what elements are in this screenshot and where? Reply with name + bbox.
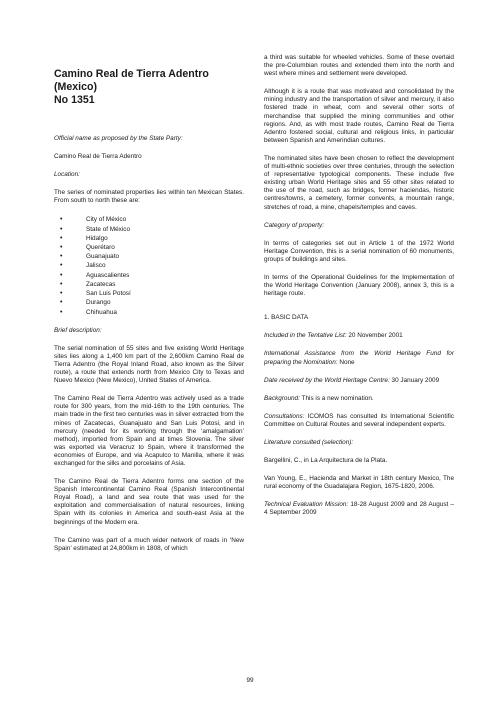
mission-row: [264, 501, 454, 517]
background-label: Background:: [264, 394, 300, 402]
list-item: • City of México: [54, 215, 244, 224]
title-line-1: Camino Real de Tierra Adentro: [54, 68, 209, 80]
list-item: • State of México: [54, 225, 244, 234]
list-item: • Zacatecas: [54, 280, 244, 289]
list-item: • Guanajuato: [54, 252, 244, 261]
official-name: Camino Real de Tierra Adentro: [54, 153, 142, 161]
date-received-row: [264, 377, 454, 385]
title-line-2: (Mexico): [54, 81, 97, 93]
page-number: 99: [246, 677, 254, 684]
category-label: Category of property:: [264, 221, 325, 229]
list-item: • San Luis Potosí: [54, 289, 244, 298]
right-paragraph-2: Although it is a route that was motivated and consolidated by the mining industry and the transportation of silver and mercury, it also fostered trade in wheat, corn and several other sorts of merchandise that supplied the mining communities and other regions. And, as with most trade routes, Camino Real de Tierra Adentro fostered social, cultural and religious links, in particular between Spanish and Amerindian cultures.: [264, 88, 454, 144]
assistance-label: International Assistance from the World Heritage Fund for preparing the Nomination:: [264, 350, 454, 366]
tentative-list-value: 20 November 2001: [348, 332, 403, 340]
tentative-list-label: Included in the Tentative List:: [264, 332, 347, 340]
list-item: • Querétaro: [54, 243, 244, 252]
assistance-value: None: [339, 358, 355, 366]
page-title: [54, 68, 244, 107]
date-received-value: 30 January 2009: [391, 376, 440, 384]
section-heading-basic-data: 1. BASIC DATA: [264, 314, 309, 322]
date-received-label: Date received by the World Heritage Centre:: [264, 376, 390, 384]
list-item: • Durango: [54, 298, 244, 307]
brief-paragraph-1: The serial nomination of 55 sites and five existing World Heritage sites lies along a 1,400 km part of the 2,600km Camino Real de Tierra Adentro (the Royal Inland Road, also known as the Silver route), a route that extends north from Mexico City to Texas and Nuevo Mexico (New Mexico), United States of America.: [54, 344, 244, 385]
literature-item-1: Bargellini, C., in La Arquitectura de la Plata.: [264, 457, 388, 465]
states-list: [54, 215, 244, 316]
assistance-row: [264, 350, 454, 366]
list-item: • Aguascalientes: [54, 271, 244, 280]
official-name-label: Official name as proposed by the State Party:: [54, 135, 183, 142]
right-column: [264, 54, 454, 528]
location-label: Location:: [54, 171, 80, 179]
brief-paragraph-4: The Camino was part of a much wider network of roads in ‘New Spain’ estimated at 24,800km in 1808, of which: [54, 536, 244, 552]
category-paragraph-2: In terms of the Operational Guidelines for the Implementation of the World Heritage Convention (January 2008), annex 3, this is a heritage route.: [264, 273, 454, 298]
brief-paragraph-3: The Camino Real de Tierra Adentro forms one section of the Spanish Intercontinental Camino Real (Spanish Intercontinental Royal Road), a land and sea route that was used for the exploitation and commercialisation of natural resources, linking Spain with its colonies in America and south-east Asia at the beginnings of the Modern era.: [54, 478, 244, 526]
brief-paragraph-2: The Camino Real de Tierra Adentro was actively used as a trade route for 300 years, from the mid-16th to the 19th centuries. The main trade in the first two centuries was in silver extracted from the mines of Zacatecas, Guanajuato and San Luis Potosi, and in mercury (needed for its working through the ‘amalgamation’ method), imported from Spain and at times Slovenia. The silver was exported via Veracruz to Spain, where it transformed the economies of Europe, and via Acapulco to Manilla, where it was exchanged for the silks and porcelains of Asia.: [54, 395, 244, 468]
consultations-label: Consultations:: [264, 412, 305, 420]
mission-label: Technical Evaluation Mission:: [264, 501, 349, 509]
background-row: [264, 395, 454, 403]
title-line-3: No 1351: [54, 94, 95, 106]
consultations-value: ICOMOS has consulted its International Scientific Committee on Cultural Routes and several independent experts.: [264, 412, 455, 428]
brief-description-label: Brief description:: [54, 326, 102, 334]
right-paragraph-3: The nominated sites have been chosen to reflect the development of multi-ethnic societies over three centuries, through the selection of representative typological components. These include five existing urban World Heritage sites and 55 other sites related to the use of the road, such as bridges, former haciendas, historic centres/towns, a cemetery, former convents, a mountain range, stretches of road, a mine, chapels/temples and caves.: [264, 154, 454, 211]
location-text: The series of nominated properties lies within ten Mexican States. From south to north these are:: [54, 189, 244, 205]
mission-value: 18-28 August 2009 and 28 August – 4 September 2009: [264, 501, 454, 517]
list-item: • Hidalgo: [54, 234, 244, 243]
left-column: [54, 68, 244, 563]
list-item: • Jalisco: [54, 261, 244, 270]
right-paragraph-1: a third was suitable for wheeled vehicles. Some of these overlaid the pre-Columbian routes and extended them into the north and west where mines and settlement were developed.: [264, 54, 454, 78]
literature-label: Literature consulted (selection):: [264, 439, 354, 446]
category-paragraph-1: In terms of categories set out in Article 1 of the 1972 World Heritage Convention, this is a serial nomination of 60 monuments, groups of buildings and sites.: [264, 239, 454, 263]
tentative-list-row: [264, 332, 454, 340]
list-item: • Chihuahua: [54, 308, 244, 317]
background-value: This is a new nomination.: [301, 394, 374, 402]
consultations-row: [264, 413, 454, 429]
literature-item-2: Van Young, E., Hacienda and Market in 18th century Mexico, The rural economy of the Guadalajara Region, 1675-1820, 2006.: [264, 475, 454, 491]
